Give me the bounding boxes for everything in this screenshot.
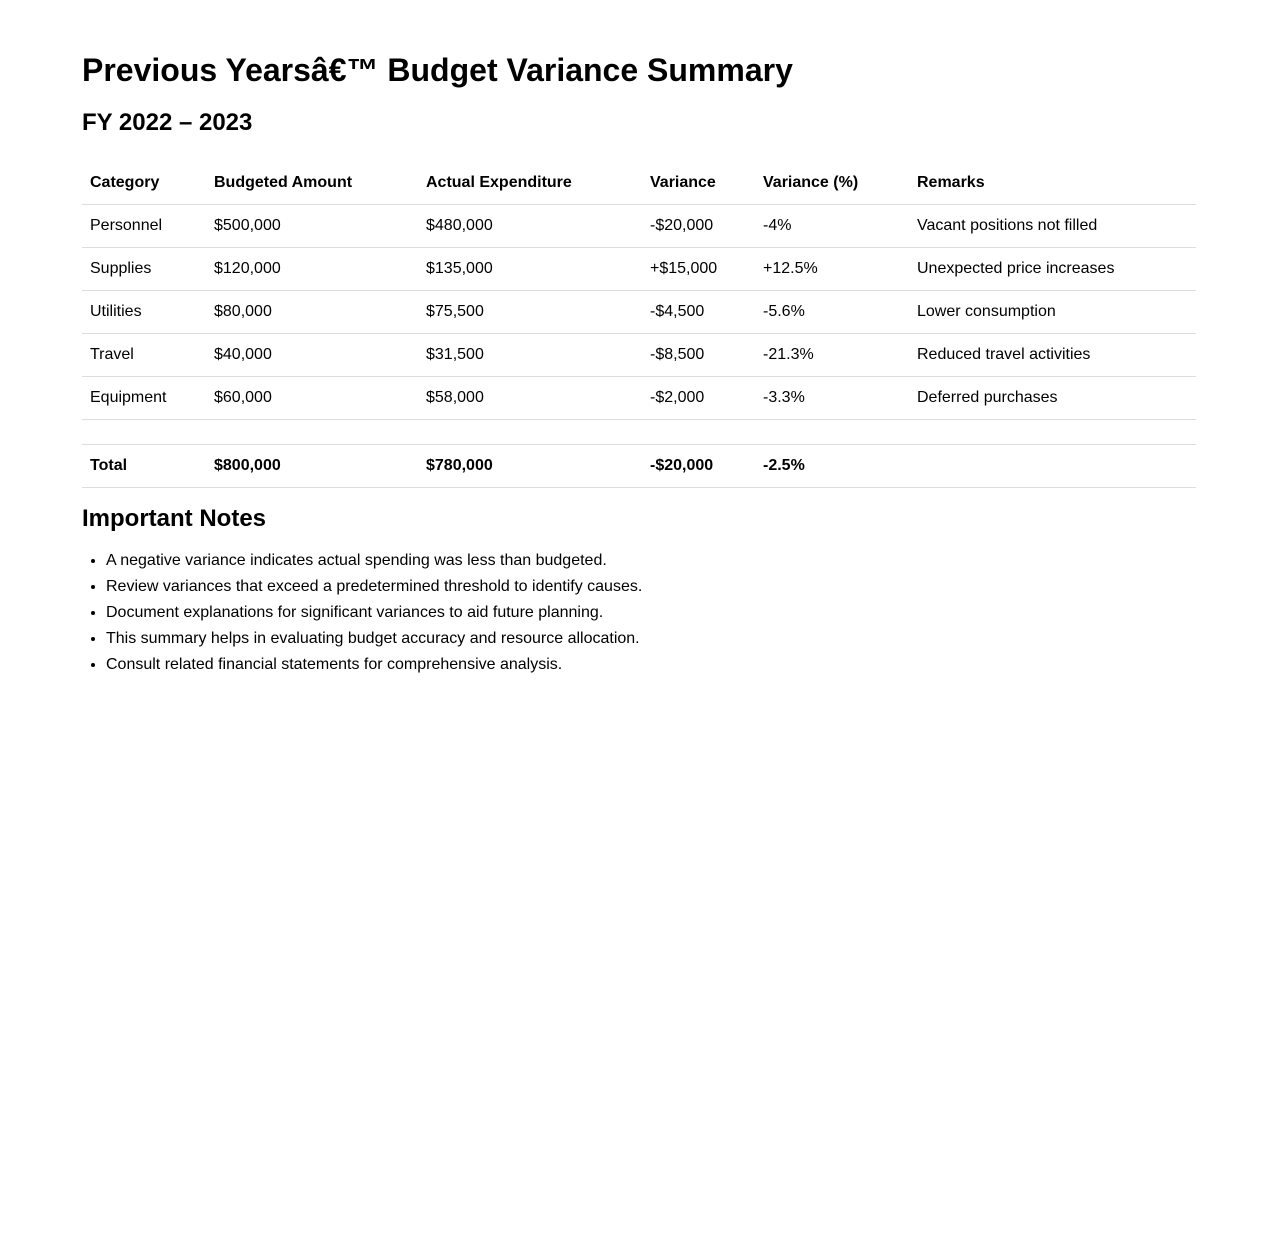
header-variance-percent: Variance (%) <box>755 162 909 205</box>
cell-variance-percent: -21.3% <box>755 334 909 377</box>
cell-actual: $480,000 <box>418 205 642 248</box>
header-variance: Variance <box>642 162 755 205</box>
header-remarks: Remarks <box>909 162 1196 205</box>
cell-variance-percent: +12.5% <box>755 248 909 291</box>
page-title: Previous Yearsâ€™ Budget Variance Summary <box>82 52 793 88</box>
table-header-row <box>82 162 1196 205</box>
budget-variance-table <box>82 162 1196 488</box>
cell-actual: $75,500 <box>418 291 642 334</box>
total-label: Total <box>82 445 206 488</box>
spacer-cell <box>82 420 1196 445</box>
cell-remarks: Lower consumption <box>909 291 1196 334</box>
header-budgeted-amount: Budgeted Amount <box>206 162 418 205</box>
header-actual-expenditure: Actual Expenditure <box>418 162 642 205</box>
cell-category: Utilities <box>82 291 206 334</box>
table-row <box>82 205 1196 248</box>
total-variance: -$20,000 <box>642 445 755 488</box>
notes-list <box>82 548 1196 678</box>
header-category: Category <box>82 162 206 205</box>
table-total-row <box>82 445 1196 488</box>
total-variance-percent: -2.5% <box>755 445 909 488</box>
cell-remarks: Deferred purchases <box>909 377 1196 420</box>
cell-variance: -$20,000 <box>642 205 755 248</box>
cell-variance: -$2,000 <box>642 377 755 420</box>
fiscal-year-subtitle: FY 2022 – 2023 <box>82 109 253 136</box>
cell-budgeted: $500,000 <box>206 205 418 248</box>
cell-budgeted: $80,000 <box>206 291 418 334</box>
cell-remarks: Unexpected price increases <box>909 248 1196 291</box>
cell-actual: $31,500 <box>418 334 642 377</box>
cell-variance-percent: -5.6% <box>755 291 909 334</box>
cell-remarks: Reduced travel activities <box>909 334 1196 377</box>
table-row <box>82 248 1196 291</box>
cell-category: Supplies <box>82 248 206 291</box>
list-item: • Review variances that exceed a predetermined threshold to identify causes. <box>106 574 1196 600</box>
cell-category: Travel <box>82 334 206 377</box>
total-remarks <box>909 445 1196 488</box>
cell-category: Personnel <box>82 205 206 248</box>
cell-actual: $135,000 <box>418 248 642 291</box>
list-item: • A negative variance indicates actual spending was less than budgeted. <box>106 548 1196 574</box>
table-row <box>82 291 1196 334</box>
cell-category: Equipment <box>82 377 206 420</box>
total-actual: $780,000 <box>418 445 642 488</box>
cell-budgeted: $40,000 <box>206 334 418 377</box>
cell-variance: +$15,000 <box>642 248 755 291</box>
cell-variance: -$8,500 <box>642 334 755 377</box>
cell-remarks: Vacant positions not filled <box>909 205 1196 248</box>
list-item: • Consult related financial statements for comprehensive analysis. <box>106 652 1196 678</box>
list-item: • Document explanations for significant variances to aid future planning. <box>106 600 1196 626</box>
cell-budgeted: $120,000 <box>206 248 418 291</box>
total-budgeted: $800,000 <box>206 445 418 488</box>
cell-variance-percent: -4% <box>755 205 909 248</box>
list-item: • This summary helps in evaluating budget accuracy and resource allocation. <box>106 626 1196 652</box>
table-spacer-row <box>82 420 1196 445</box>
cell-variance: -$4,500 <box>642 291 755 334</box>
cell-variance-percent: -3.3% <box>755 377 909 420</box>
cell-actual: $58,000 <box>418 377 642 420</box>
notes-heading: Important Notes <box>82 505 267 532</box>
table-row <box>82 334 1196 377</box>
table-row <box>82 377 1196 420</box>
cell-budgeted: $60,000 <box>206 377 418 420</box>
